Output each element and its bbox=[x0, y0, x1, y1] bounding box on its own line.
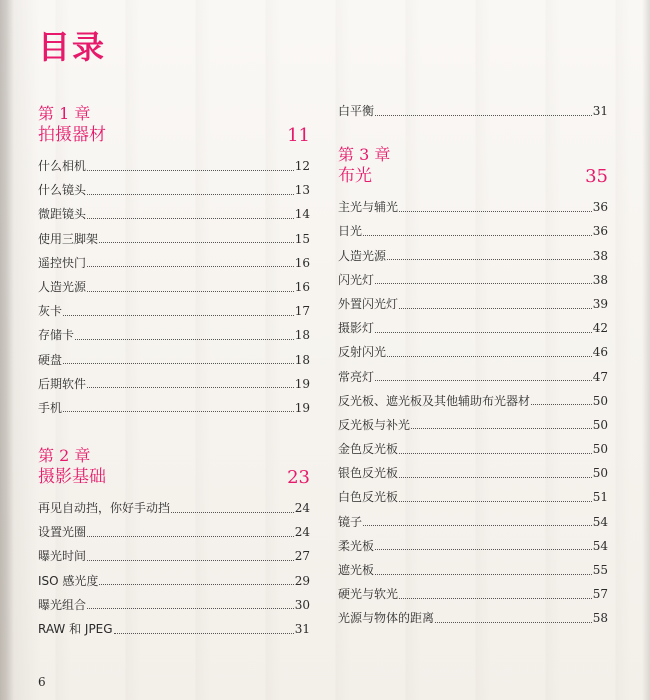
chapter-label: 第 2 章 bbox=[38, 446, 91, 466]
entry-page-number: 50 bbox=[592, 466, 608, 481]
entry-page-number: 58 bbox=[592, 611, 608, 626]
entry-title: 白平衡 bbox=[338, 104, 375, 118]
toc-entry[interactable] bbox=[338, 389, 608, 413]
toc-entry[interactable] bbox=[338, 558, 608, 582]
toc-entry[interactable] bbox=[338, 219, 608, 243]
chapter-1 bbox=[38, 104, 310, 420]
dot-leader bbox=[375, 574, 592, 575]
entry-page-number: 17 bbox=[294, 304, 310, 319]
chapter-1-heading[interactable] bbox=[38, 104, 310, 146]
dot-leader bbox=[99, 584, 293, 585]
entry-title: ISO 感光度 bbox=[38, 573, 99, 588]
dot-leader bbox=[399, 477, 592, 478]
toc-entry[interactable] bbox=[38, 544, 310, 568]
entry-page-number: 38 bbox=[592, 272, 608, 287]
chapter-page-number: 11 bbox=[287, 125, 310, 146]
entry-title: 遥控快门 bbox=[38, 255, 87, 270]
toc-entry[interactable] bbox=[38, 251, 310, 275]
toc-entry[interactable] bbox=[38, 227, 310, 251]
entry-page-number: 50 bbox=[592, 417, 608, 432]
entry-title: 摄影灯 bbox=[338, 321, 375, 336]
dot-leader bbox=[375, 115, 592, 116]
toc-entry[interactable] bbox=[338, 461, 608, 485]
dot-leader bbox=[171, 512, 294, 513]
chapter-name: 拍摄器材 bbox=[38, 125, 106, 145]
chapter-2-continued-entries bbox=[338, 99, 608, 123]
entry-page-number: 31 bbox=[592, 104, 608, 118]
entry-title: 什么相机 bbox=[38, 159, 87, 173]
entry-title: 柔光板 bbox=[338, 538, 375, 553]
dot-leader bbox=[411, 428, 592, 429]
dot-leader bbox=[87, 536, 294, 537]
dot-leader bbox=[99, 242, 294, 243]
toc-entry[interactable] bbox=[38, 299, 310, 323]
entry-page-number: 54 bbox=[592, 538, 608, 553]
toc-entry[interactable] bbox=[338, 316, 608, 340]
entry-title: 曝光组合 bbox=[38, 597, 87, 612]
entry-title: RAW 和 JPEG bbox=[38, 622, 113, 636]
entry-page-number: 50 bbox=[592, 442, 608, 457]
toc-entry[interactable] bbox=[38, 178, 310, 202]
entry-page-number: 24 bbox=[294, 525, 310, 540]
dot-leader bbox=[363, 235, 592, 236]
entry-title: 外置闪光灯 bbox=[338, 296, 399, 311]
chapter-label: 第 1 章 bbox=[38, 104, 91, 123]
entry-page-number: 31 bbox=[294, 622, 310, 636]
toc-entry[interactable] bbox=[38, 496, 310, 520]
dot-leader bbox=[399, 308, 592, 309]
entry-page-number: 19 bbox=[294, 400, 310, 415]
entry-page-number: 16 bbox=[294, 279, 310, 294]
entry-title: 使用三脚架 bbox=[38, 231, 99, 246]
entry-page-number: 36 bbox=[592, 224, 608, 239]
toc-entry[interactable] bbox=[338, 268, 608, 292]
dot-leader bbox=[387, 259, 592, 260]
dot-leader bbox=[375, 380, 592, 381]
toc-entry[interactable] bbox=[338, 365, 608, 389]
dot-leader bbox=[399, 211, 592, 212]
toc-entry[interactable] bbox=[38, 348, 310, 372]
entry-title: 日光 bbox=[338, 224, 363, 239]
dot-leader bbox=[63, 363, 294, 364]
toc-entry[interactable] bbox=[38, 275, 310, 299]
entry-title: 闪光灯 bbox=[338, 272, 375, 287]
entry-page-number: 18 bbox=[294, 352, 310, 367]
entry-page-number: 29 bbox=[294, 573, 310, 588]
entry-page-number: 24 bbox=[294, 501, 310, 516]
dot-leader bbox=[87, 194, 294, 195]
entry-page-number: 57 bbox=[592, 587, 608, 602]
toc-entry[interactable] bbox=[38, 154, 310, 178]
entry-title: 遮光板 bbox=[338, 563, 375, 577]
page-edge-shadow bbox=[642, 0, 650, 700]
dot-leader bbox=[114, 633, 294, 634]
entry-title: 设置光圈 bbox=[38, 525, 87, 540]
toc-entry[interactable] bbox=[338, 244, 608, 268]
chapter-page-number: 35 bbox=[585, 166, 608, 188]
dot-leader bbox=[63, 315, 294, 316]
chapter-2-entries bbox=[38, 496, 310, 641]
entry-page-number: 18 bbox=[294, 328, 310, 343]
entry-page-number: 19 bbox=[294, 376, 310, 391]
toc-left-column bbox=[38, 104, 310, 641]
chapter-name: 摄影基础 bbox=[38, 467, 106, 488]
entry-page-number: 13 bbox=[294, 183, 310, 198]
entry-page-number: 42 bbox=[592, 321, 608, 336]
entry-page-number: 47 bbox=[592, 369, 608, 384]
dot-leader bbox=[63, 411, 294, 412]
toc-entry[interactable] bbox=[338, 292, 608, 316]
chapter-2-heading[interactable] bbox=[38, 446, 310, 488]
toc-entry[interactable] bbox=[38, 396, 310, 420]
dot-leader bbox=[87, 608, 294, 609]
dot-leader bbox=[87, 218, 294, 219]
dot-leader bbox=[531, 404, 592, 405]
entry-page-number: 39 bbox=[592, 296, 608, 311]
entry-title: 存储卡 bbox=[38, 328, 75, 343]
toc-entry[interactable] bbox=[38, 593, 310, 617]
entry-page-number: 16 bbox=[294, 255, 310, 270]
page-title: 目录 bbox=[38, 28, 107, 66]
dot-leader bbox=[363, 525, 592, 526]
entry-title: 白色反光板 bbox=[338, 490, 399, 505]
chapter-3 bbox=[338, 145, 608, 630]
entry-title: 硬盘 bbox=[38, 352, 63, 367]
entry-title: 反光板与补光 bbox=[338, 417, 411, 432]
dot-leader bbox=[375, 332, 592, 333]
entry-title: 微距镜头 bbox=[38, 207, 87, 222]
toc-entry[interactable] bbox=[338, 582, 608, 606]
toc-entry[interactable] bbox=[38, 520, 310, 544]
entry-title: 反光板、遮光板及其他辅助布光器材 bbox=[338, 393, 531, 408]
entry-title: 人造光源 bbox=[338, 248, 387, 263]
dot-leader bbox=[87, 291, 294, 292]
entry-title: 银色反光板 bbox=[338, 466, 399, 481]
page-number-folio: 6 bbox=[38, 675, 46, 689]
toc-entry[interactable] bbox=[38, 202, 310, 226]
chapter-page-number: 23 bbox=[287, 467, 310, 489]
entry-title: 人造光源 bbox=[38, 279, 87, 294]
entry-page-number: 38 bbox=[592, 248, 608, 263]
entry-page-number: 30 bbox=[294, 597, 310, 612]
toc-entry[interactable] bbox=[38, 617, 310, 641]
chapter-name: 布光 bbox=[338, 166, 372, 187]
entry-title: 金色反光板 bbox=[338, 442, 399, 457]
toc-entry[interactable] bbox=[338, 195, 608, 219]
entry-page-number: 50 bbox=[592, 393, 608, 408]
chapter-1-entries bbox=[38, 154, 310, 420]
dot-leader bbox=[435, 622, 592, 623]
entry-title: 再见自动挡，你好手动挡 bbox=[38, 501, 171, 516]
chapter-label: 第 3 章 bbox=[338, 145, 391, 165]
entry-title: 后期软件 bbox=[38, 376, 87, 391]
toc-entry[interactable] bbox=[338, 606, 608, 630]
chapter-2 bbox=[38, 446, 310, 641]
entry-page-number: 55 bbox=[592, 563, 608, 577]
toc-right-column bbox=[338, 99, 608, 631]
toc-entry[interactable] bbox=[338, 437, 608, 461]
toc-entry[interactable] bbox=[338, 99, 608, 123]
toc-entry[interactable] bbox=[338, 510, 608, 534]
dot-leader bbox=[87, 387, 294, 388]
entry-title: 常亮灯 bbox=[338, 369, 375, 384]
chapter-3-heading[interactable] bbox=[338, 145, 608, 187]
toc-entry[interactable] bbox=[338, 534, 608, 558]
dot-leader bbox=[399, 501, 592, 502]
dot-leader bbox=[375, 549, 592, 550]
entry-page-number: 51 bbox=[592, 490, 608, 505]
entry-title: 曝光时间 bbox=[38, 549, 87, 564]
toc-entry[interactable] bbox=[38, 569, 310, 593]
dot-leader bbox=[87, 560, 294, 561]
entry-page-number: 54 bbox=[592, 514, 608, 529]
entry-title: 硬光与软光 bbox=[338, 587, 399, 602]
dot-leader bbox=[87, 170, 294, 171]
toc-entry[interactable] bbox=[38, 372, 310, 396]
toc-entry[interactable] bbox=[338, 340, 608, 364]
book-spine-shadow bbox=[0, 0, 14, 700]
entry-title: 光源与物体的距离 bbox=[338, 611, 435, 626]
entry-title: 什么镜头 bbox=[38, 183, 87, 198]
entry-page-number: 46 bbox=[592, 345, 608, 360]
dot-leader bbox=[75, 339, 294, 340]
entry-title: 镜子 bbox=[338, 514, 363, 529]
entry-title: 主光与辅光 bbox=[338, 200, 399, 215]
dot-leader bbox=[399, 453, 592, 454]
entry-page-number: 15 bbox=[294, 231, 310, 246]
dot-leader bbox=[399, 598, 592, 599]
entry-page-number: 27 bbox=[294, 549, 310, 564]
entry-page-number: 36 bbox=[592, 200, 608, 215]
entry-page-number: 12 bbox=[294, 159, 310, 173]
entry-page-number: 14 bbox=[294, 207, 310, 222]
entry-title: 反射闪光 bbox=[338, 345, 387, 360]
dot-leader bbox=[87, 266, 294, 267]
dot-leader bbox=[375, 283, 592, 284]
dot-leader bbox=[387, 356, 592, 357]
chapter-3-entries bbox=[338, 195, 608, 630]
toc-entry[interactable] bbox=[38, 323, 310, 347]
toc-entry[interactable] bbox=[338, 413, 608, 437]
entry-title: 手机 bbox=[38, 400, 63, 415]
entry-title: 灰卡 bbox=[38, 304, 63, 319]
toc-entry[interactable] bbox=[338, 485, 608, 509]
